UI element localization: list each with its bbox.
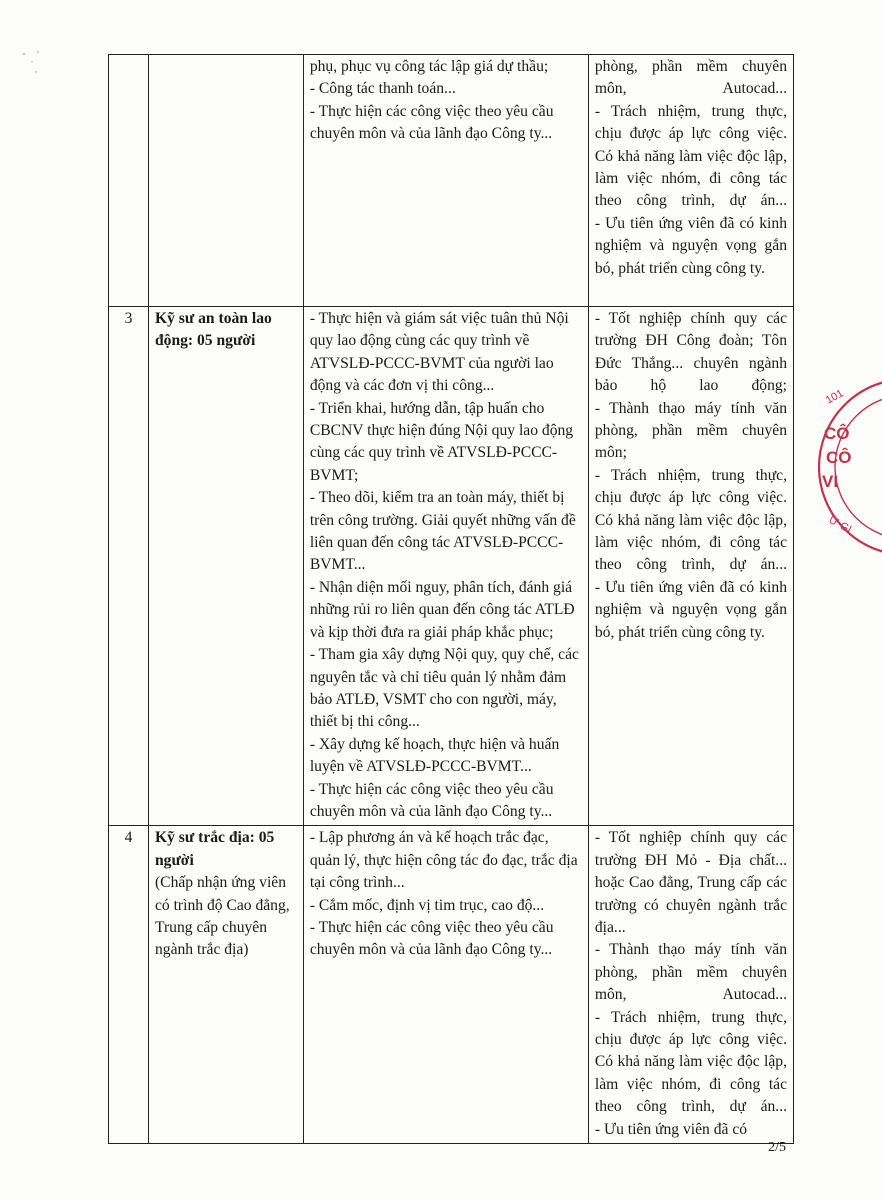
duty-line: - Thực hiện và giám sát việc tuân thủ Nội quy lao động cùng các quy trình về ATVSLĐ-PCCC-BVMT của người lao động và các đơn vị thi công... xyxy=(309,310,569,395)
job-table xyxy=(108,54,794,1144)
cell-duties xyxy=(303,307,588,826)
duty-line: - Nhận diện mối nguy, phân tích, đánh giá những rủi ro liên quan đến công tác ATLĐ và kịp thời đưa ra giải pháp khắc phục; xyxy=(309,578,575,641)
cell-no: 3 xyxy=(109,307,149,826)
cell-no xyxy=(109,55,149,307)
duty-line: - Theo dõi, kiểm tra an toàn máy, thiết bị trên công trường. Giải quyết những vấn đề liên quan đến công tác ATVSLĐ-PCCC-BVMT... xyxy=(309,489,576,574)
cell-duties xyxy=(303,55,588,307)
requirement-line: - Thành thạo máy tính văn phòng, phần mềm chuyên môn, Autocad... xyxy=(594,941,787,1004)
position-title: Kỹ sư trắc địa: 05 người xyxy=(154,829,275,869)
seal-text: CÔ xyxy=(826,448,852,467)
requirement-line: - Ưu tiên ứng viên đã có xyxy=(594,1120,748,1138)
svg-text:Ư GI: Ư GI xyxy=(826,514,854,536)
duty-line: - Lập phương án và kế hoạch trắc đạc, quản lý, thực hiện công tác đo đạc, trắc địa tại công trình... xyxy=(309,829,578,892)
requirement-line: - Ưu tiên ứng viên đã có kinh nghiệm và nguyện vọng gắn bó, phát triển cùng công ty. xyxy=(594,578,787,641)
position-title: Kỹ sư an toàn lao động: 05 người xyxy=(154,310,272,350)
margin-specks xyxy=(18,50,48,80)
position-note: (Chấp nhận ứng viên có trình độ Cao đẳng, Trung cấp chuyên ngành trắc địa) xyxy=(154,874,290,959)
duty-line: phụ, phục vụ công tác lập giá dự thầu; xyxy=(309,58,549,75)
duty-line: - Tham gia xây dựng Nội quy, quy chế, các nguyên tắc và chỉ tiêu quản lý nhằm đảm bảo ATLĐ, VSMT cho con người, máy, thiết bị thi công... xyxy=(309,646,579,731)
table-row-position-3 xyxy=(109,307,794,826)
duty-line: - Cắm mốc, định vị tim trục, cao độ... xyxy=(309,896,545,914)
requirement-line: - Trách nhiệm, trung thực, chịu được áp lực công việc. Có khả năng làm việc độc lập, làm việc nhóm, đi công tác theo công trình, dự án... xyxy=(594,102,787,210)
requirement-line: phòng, phần mềm chuyên môn, Autocad... xyxy=(594,58,787,98)
cell-duties xyxy=(303,826,588,1144)
cell-requirements xyxy=(588,826,793,1144)
duty-line: - Thực hiện các công việc theo yêu cầu chuyên môn và của lãnh đạo Công ty... xyxy=(309,918,554,959)
cell-title xyxy=(148,55,303,307)
cell-title xyxy=(148,307,303,826)
requirement-line: - Thành thạo máy tính văn phòng, phần mềm chuyên môn; xyxy=(594,399,787,462)
page-number: 2/5 xyxy=(768,1140,786,1155)
table-row-position-4 xyxy=(109,826,794,1144)
cell-title xyxy=(148,826,303,1144)
requirement-line: - Ưu tiên ứng viên đã có kinh nghiệm và nguyện vọng gắn bó, phát triển cùng công ty. xyxy=(594,214,787,277)
requirement-line: - Trách nhiệm, trung thực, chịu được áp lực công việc. Có khả năng làm việc độc lập, làm việc nhóm, đi công tác theo công trình, dự án... xyxy=(594,1008,787,1116)
svg-text:101: 101 xyxy=(823,387,846,407)
cell-requirements xyxy=(588,55,793,307)
duty-line: - Triển khai, hướng dẫn, tập huấn cho CBCNV thực hiện đúng Nội quy lao động cùng các quy trình về ATVSLĐ-PCCC-BVMT; xyxy=(309,399,574,484)
table-row-continuation xyxy=(109,55,794,307)
seal-text: VI xyxy=(822,472,839,491)
duty-line: - Thực hiện các công việc theo yêu cầu chuyên môn và của lãnh đạo Công ty... xyxy=(309,780,554,820)
company-seal xyxy=(812,372,882,562)
duty-line: - Công tác thanh toán... xyxy=(309,80,456,98)
requirement-line: - Trách nhiệm, trung thực, chịu được áp lực công việc. Có khả năng làm việc độc lập, làm việc nhóm, đi công tác theo công trình, dự án... xyxy=(594,466,787,574)
cell-requirements xyxy=(588,307,793,826)
requirement-line: - Tốt nghiệp chính quy các trường ĐH Công đoàn; Tôn Đức Thắng... chuyên ngành bảo hộ lao động; xyxy=(594,310,787,395)
duty-line: - Thực hiện các công việc theo yêu cầu chuyên môn và của lãnh đạo Công ty... xyxy=(309,102,554,143)
seal-text: CÔ xyxy=(824,424,850,443)
requirement-line: - Tốt nghiệp chính quy các trường ĐH Mỏ - Địa chất... hoặc Cao đẳng, Trung cấp các trường có chuyên ngành trắc địa... xyxy=(594,829,787,936)
duty-line: - Xây dựng kế hoạch, thực hiện và huấn luyện về ATVSLĐ-PCCC-BVMT... xyxy=(309,735,560,776)
cell-no: 4 xyxy=(109,826,149,1144)
